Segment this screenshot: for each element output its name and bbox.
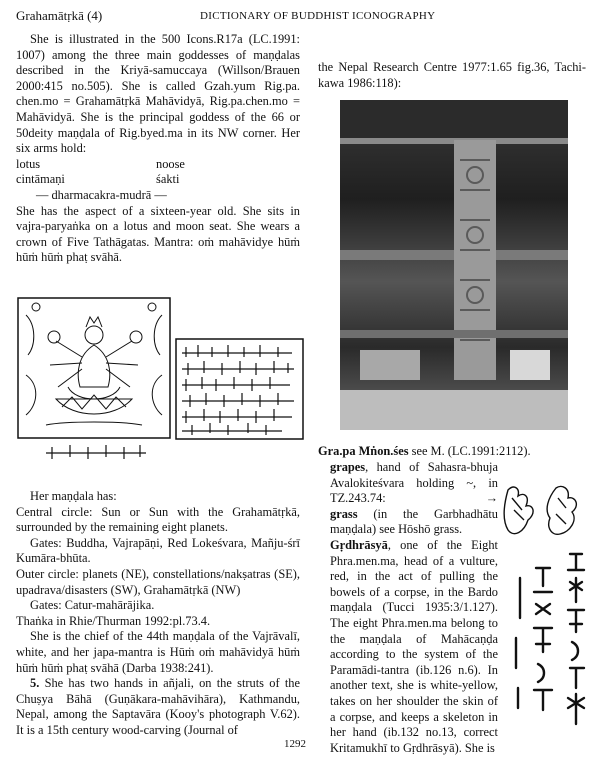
running-head: Grahamātṛkā (4): [16, 8, 103, 23]
thanka-reference: Thaṅka in Rhie/Thurman 1992:pl.73.4.: [16, 613, 211, 628]
central-circle: Central circle: Sun or Sun with the Grahamātṛkā, surrounded by the remaining eight planets.: [16, 504, 300, 535]
page-number: 1292: [284, 738, 306, 750]
right-column-entries-narrow: [330, 460, 498, 756]
entry-grdhrasya: Gṛdhrāsyā, one of the Eight Phra.men.ma, head of a vulture, red, in the act of pulling the bowels of a corpse, in the Bardo maṇḍala (Tucci 1935:3/1.127). The eight Phra.men.ma belong to the maṇḍala of Mahācaṇḍa according to the system of the Paramādi-tantra (ib.126 n.6). In another text, she is white-yellow, takes on her shoulder the skin of a corpse, and keeps a skeleton in her hand (ib.132 no.13, correct Kritamukhī to Gṛdhrāsyā). She is: [330, 537, 498, 755]
mudra-line: — dharmacakra-mudrā —: [36, 187, 167, 202]
arms-row-1: lotus noose: [16, 156, 185, 171]
paragraph-aspect: She has the aspect of a sixteen-year old. She sits in vajra-paryaṅka on a lotus and moon seat. She wears a crown of Five Tathāgatas. Mantra: oṁ mahāvidye hūṁ hūṁ hūṁ phaṭ svāhā.: [16, 203, 300, 265]
outer-gates: Gates: Catur-mahārājika.: [30, 598, 155, 613]
book-title: DICTIONARY OF BUDDHIST ICONOGRAPHY: [200, 10, 436, 22]
entry-grass: grass (in the Garbhadhātu maṇḍala) see Hōshō grass.: [330, 506, 498, 537]
calligraphy-illustration: [506, 548, 594, 736]
entry-grapes: grapes, hand of Sahasra-bhuja Avalokiteśvara holding ~, in TZ.243.74: →: [330, 460, 498, 506]
left-column-top: [16, 32, 300, 266]
mandala-intro: Her maṇḍala has:: [30, 489, 117, 503]
outer-circle: Outer circle: planets (NE), constellations/nakṣatras (SE), upadrava/disasters (SW), Grahamātṛkā (NW): [16, 566, 300, 597]
paragraph-five: 5. She has two hands in añjali, on the struts of the Chuṣya Bāhā (Guṇākara-mahāvihāra), Kathmandu, Nepal, among the Saptavāra (Kooy's photograph V.62). It is a 15th century wood-carving (Journal of: [16, 676, 300, 737]
wood-carving-photo: [340, 100, 568, 430]
left-column-bottom: [16, 489, 300, 739]
central-gates: Gates: Buddha, Vajrapāṇi, Red Lokeśvara, Mañju-śrī Kumāra-bhūta.: [16, 535, 300, 566]
arms-row-2: cintāmaṇi śakti: [16, 172, 180, 187]
right-column-top: [318, 60, 586, 91]
grapes-hand-illustration: [500, 480, 592, 546]
paragraph-intro: She is illustrated in the 500 Icons.R17a (LC.1991: 1007) among the three main goddesses of maṇḍalas described in the Kriyā-samuccaya (Willson/Brauen 2000:415 no.505). She is called Gzah.yum Rig.pa. chen.mo = Grahamātṛkā Mahāvidyā, Rig.pa.chen.mo = Mahāvidyā. She is the principal goddess of the 66 or 50deity maṇḍala of Rig.byed.ma in its NW corner. Her six arms hold:: [16, 32, 300, 156]
right-column-entries: [318, 444, 586, 460]
paragraph-continuation: the Nepal Research Centre 1977:1.65 fig.36, Tachi-kawa 1986:118):: [318, 60, 586, 90]
paragraph-vajravali: She is the chief of the 44th maṇḍala of the Vajrāvalī, white, and her japa-mantra is Hūṁ oṁ mahāvidyā hūṁ hūṁ hūṁ phaṭ svāhā (Darba 1938:241).: [16, 629, 300, 675]
grahamatrka-illustration: [16, 295, 306, 473]
entry-grapa: Gra.pa Mṅon.śes see M. (LC.1991:2112).: [318, 444, 531, 458]
